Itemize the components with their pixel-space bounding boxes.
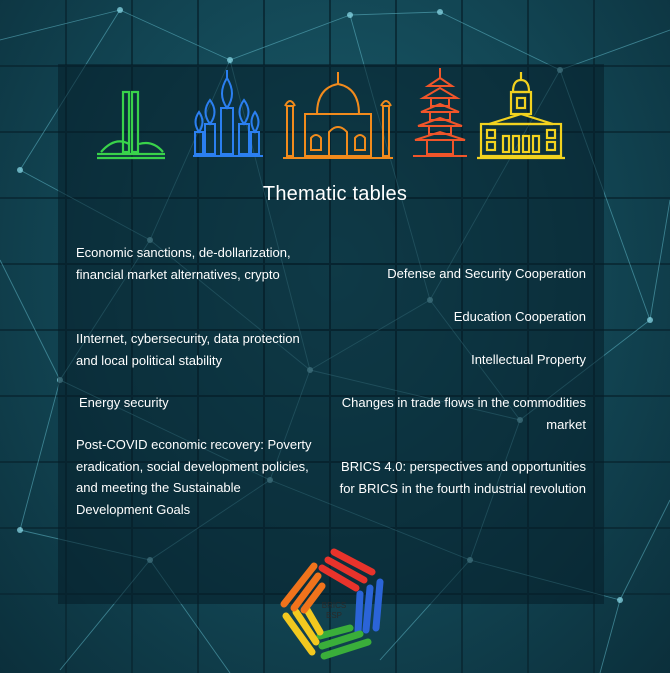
topic-line: financial market alternatives, crypto	[76, 266, 280, 282]
topic-line: Defense and Security Cooperation	[387, 266, 586, 281]
topic-line: Post-COVID economic recovery: Poverty	[76, 437, 312, 452]
topic-defense	[321, 263, 586, 285]
topic-line: Changes in trade flows in the commodities	[341, 395, 586, 410]
brics-logo	[276, 548, 392, 664]
topic-line: Economic sanctions, de-dollarization,	[76, 245, 291, 260]
topic-brics-4	[321, 456, 586, 499]
topic-line: market	[546, 416, 586, 432]
topic-line: and meeting the Sustainable	[76, 480, 241, 495]
logo-text: BRICS	[321, 601, 347, 610]
topic-intellectual-property	[321, 349, 586, 371]
topic-line: for BRICS in the fourth industrial revolution	[339, 480, 586, 496]
topic-line: BRICS 4.0: perspectives and opportunities	[341, 459, 586, 474]
topic-line: IInternet, cybersecurity, data protection	[76, 331, 300, 346]
page-title: Thematic tables	[262, 183, 408, 205]
logo-text: BSP	[325, 611, 343, 620]
topic-line: Energy security	[79, 395, 169, 410]
topic-education	[321, 306, 586, 328]
topic-line: Development Goals	[76, 501, 191, 517]
topic-commodities	[321, 392, 586, 435]
topic-line: Intellectual Property	[471, 352, 586, 367]
topic-line: Education Cooperation	[453, 309, 586, 324]
topic-line: eradication, social development policies,	[76, 458, 309, 474]
topic-line: and local political stability	[76, 352, 222, 368]
